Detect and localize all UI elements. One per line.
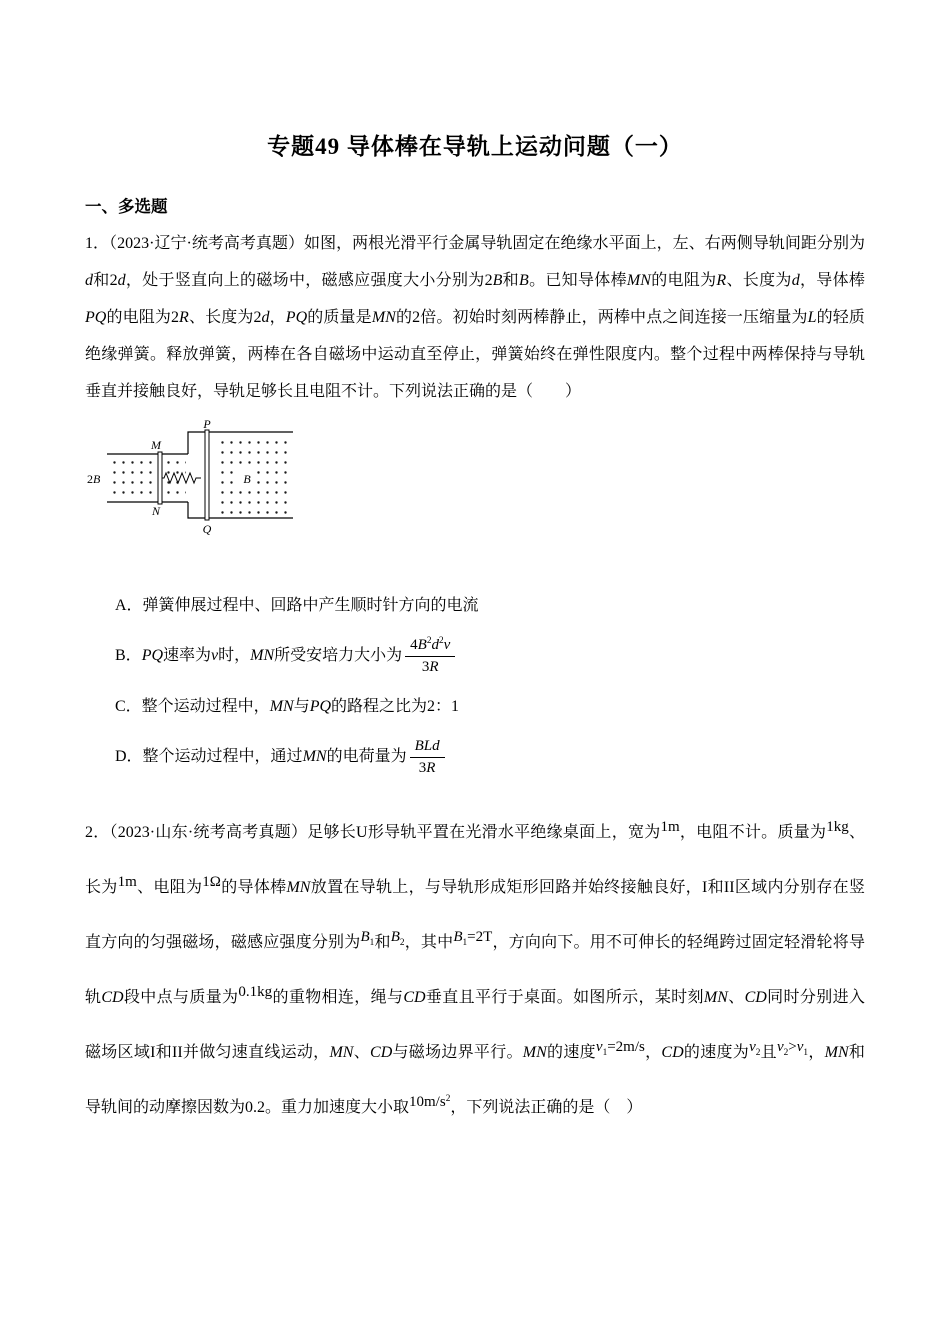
q1-option-d: D．整个运动过程中，通过MN的电荷量为 $\frac{\text{BLd}}{3R}$: [115, 737, 865, 778]
label-M: M: [151, 438, 161, 452]
label-P: P: [203, 420, 211, 431]
left-field-dots: [107, 457, 186, 500]
question-1-options: [115, 591, 865, 777]
label-Q: Q: [202, 522, 212, 536]
bar-MN: [158, 452, 162, 504]
bar-PQ: [205, 430, 209, 520]
question-1-figure: [85, 420, 950, 547]
q1-option-c: C．整个运动过程中，MN与PQ的路程之比为2：1: [115, 697, 460, 715]
label-N: N: [151, 504, 161, 518]
section-heading: 一、多选题: [85, 197, 168, 216]
question-1-text: 1．（2023·辽宁·统考高考真题）如图，两根光滑平行金属导轨固定在绝缘水平面上，左、右两侧导轨间距分别为d和2d，处于竖直向上的磁场中，磁感应强度大小分别为2B和B。已知导体棒MN的电阻为R、长度为d，导体棒PQ的电阻为2R、长度为2d，PQ的质量是MN的2倍。初始时刻两棒静止，两棒中点之间连接一压缩量为L的轻质绝缘弹簧。释放弹簧，两棒在各自磁场中运动直至停止，弹簧始终在弹性限度内。整个过程中两棒保持与导轨垂直并接触良好，导轨足够长且电阻不计。下列说法正确的是（ ）: [85, 235, 865, 400]
doc-title: 专题49 导体棒在导轨上运动问题（一）: [267, 134, 683, 159]
circuit-diagram: [85, 420, 317, 542]
q1-option-b: B．PQ速率为v时，MN所受安培力大小为 $\frac{4B^2d^2v}{3R}$: [115, 636, 865, 677]
label-right-field: B: [243, 472, 251, 486]
q1-option-a: A．弹簧伸展过程中、回路中产生顺时针方向的电流: [115, 597, 479, 614]
label-left-field: 2B: [87, 472, 101, 486]
question-2-text: 2．（2023·山东·统考高考真题）足够长U形导轨平置在光滑水平绝缘桌面上，宽为1m，电阻不计。质量为1kg、长为1m、电阻为1Ω的导体棒MN放置在导轨上，与导轨形成矩形回路并始终接触良好，I和II区域内分别存在竖直方向的匀强磁场，磁感应强度分别为$B_1$和$B_2$，其中$B_1=2T$，方向向下。用不可伸长的轻绳跨过固定轻滑轮将导轨CD段中点与质量为0.1kg的重物相连，绳与CD垂直且平行于桌面。如图所示，某时刻MN、CD同时分别进入磁场区域I和II并做匀速直线运动，MN、CD与磁场边界平行。MN的速度$v_1=2m/s$，CD的速度为$v_2$且$v_2>v_1$，MN和导轨间的动摩擦因数为0.2。重力加速度大小取$10m/s^2$，下列说法正确的是（ ）: [85, 819, 865, 1116]
